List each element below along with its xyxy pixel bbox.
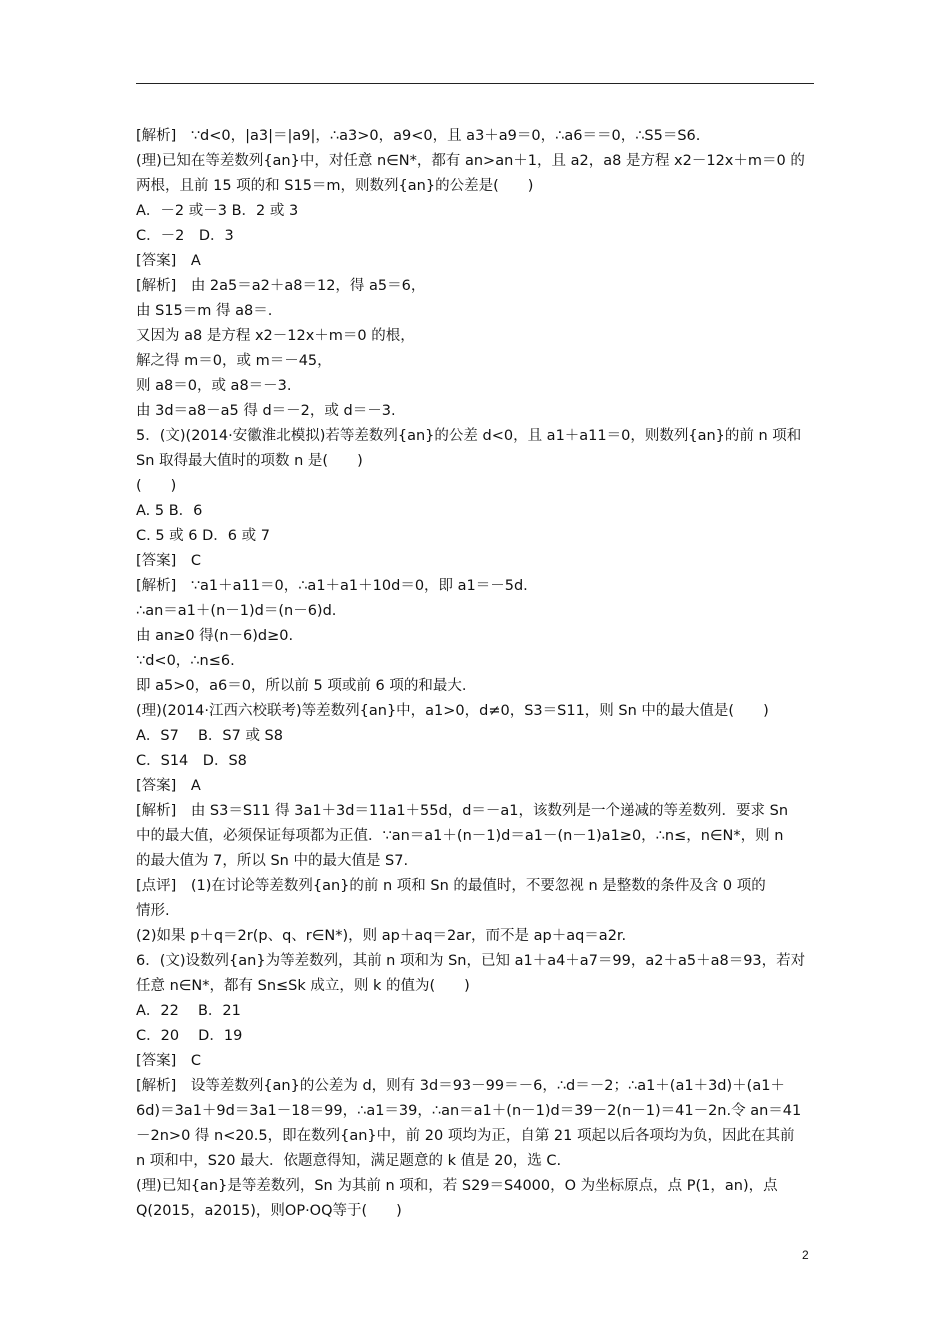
text-line: [答案] C <box>136 1053 201 1069</box>
text-line: A. 5 B．6 <box>136 503 203 519</box>
text-line: Sn 取得最大值时的项数 n 是( ) <box>136 453 363 469</box>
text-line: 5．(文)(2014·安徽淮北模拟)若等差数列{an}的公差 d<0，且 a1＋a11＝0，则数列{an}的前 n 项和 <box>136 428 802 444</box>
text-line: 由 3d＝a8－a5 得 d＝－2，或 d＝－3. <box>136 403 396 419</box>
text-line: [解析] 由 S3＝S11 得 3a1＋3d＝11a1＋55d，d＝－a1，该数列是一个递减的等差数列．要求 Sn <box>136 803 789 819</box>
text-line: (理)已知{an}是等差数列，Sn 为其前 n 项和，若 S29＝S4000，O 为坐标原点，点 P(1，an)，点 <box>136 1178 778 1194</box>
text-line: 由 S15＝m 得 a8＝. <box>136 303 273 319</box>
text-line: 两根，且前 15 项的和 S15＝m，则数列{an}的公差是( ) <box>136 178 534 194</box>
text-line: ∵d<0，∴n≤6. <box>136 653 235 669</box>
text-line: A．－2 或－3 B．2 或 3 <box>136 203 299 219</box>
document-body <box>136 124 816 1224</box>
text-line: C．S14 D．S8 <box>136 753 247 769</box>
text-line: [答案] C <box>136 553 201 569</box>
text-line: C. 5 或 6 D．6 或 7 <box>136 528 270 544</box>
text-line: (2)如果 p＋q＝2r(p、q、r∈N*)，则 ap＋aq＝2ar，而不是 ap＋aq＝a2r. <box>136 928 627 944</box>
text-line: 的最大值为 7，所以 Sn 中的最大值是 S7. <box>136 853 409 869</box>
text-line: [解析] ∵d<0，|a3|＝|a9|，∴a3>0，a9<0，且 a3＋a9＝0，∴a6＝＝0，∴S5＝S6. <box>136 128 701 144</box>
text-line: (理)(2014·江西六校联考)等差数列{an}中，a1>0，d≠0，S3＝S11，则 Sn 中的最大值是( ) <box>136 703 769 719</box>
text-line: C．－2 D．3 <box>136 228 234 244</box>
text-line: (理)已知在等差数列{an}中，对任意 n∈N*，都有 an>an＋1，且 a2，a8 是方程 x2－12x＋m＝0 的 <box>136 153 805 169</box>
text-line: 任意 n∈N*，都有 Sn≤Sk 成立，则 k 的值为( ) <box>136 978 470 994</box>
text-line: 中的最大值，必须保证每项都为正值．∵an＝a1＋(n－1)d＝a1－(n－1)a1≥0，∴n≤，n∈N*，则 n <box>136 828 784 844</box>
text-line: Q(2015，a2015)，则OP·OQ等于( ) <box>136 1203 402 1219</box>
text-line: 6．(文)设数列{an}为等差数列，其前 n 项和为 Sn，已知 a1＋a4＋a7＝99，a2＋a5＋a8＝93，若对 <box>136 953 806 969</box>
text-line: [答案] A <box>136 253 201 269</box>
page-number: 2 <box>802 1248 809 1262</box>
text-line: 由 an≥0 得(n－6)d≥0. <box>136 628 294 644</box>
text-line: [解析] 设等差数列{an}的公差为 d，则有 3d＝93－99＝－6，∴d＝－2；∴a1＋(a1＋3d)＋(a1＋ <box>136 1078 785 1094</box>
text-line: C．20 D．19 <box>136 1028 243 1044</box>
text-line: 则 a8＝0，或 a8＝－3. <box>136 378 292 394</box>
text-line: [解析] ∵a1＋a11＝0，∴a1＋a1＋10d＝0，即 a1＝－5d. <box>136 578 528 594</box>
text-line: 即 a5>0，a6＝0，所以前 5 项或前 6 项的和最大. <box>136 678 467 694</box>
text-line: －2n>0 得 n<20.5，即在数列{an}中，前 20 项均为正，自第 21 项起以后各项均为负，因此在其前 <box>136 1128 795 1144</box>
text-line: 情形. <box>136 903 170 919</box>
text-line: 又因为 a8 是方程 x2－12x＋m＝0 的根， <box>136 328 415 344</box>
header-rule <box>136 83 814 84</box>
text-line: 6d)＝3a1＋9d＝3a1－18＝99，∴a1＝39，∴an＝a1＋(n－1)d＝39－2(n－1)＝41－2n.令 an＝41 <box>136 1103 802 1119</box>
text-line: [点评] (1)在讨论等差数列{an}的前 n 项和 Sn 的最值时，不要忽视 n 是整数的条件及含 0 项的 <box>136 878 766 894</box>
text-line: A．22 B．21 <box>136 1003 241 1019</box>
text-line: [解析] 由 2a5＝a2＋a8＝12，得 a5＝6， <box>136 278 426 294</box>
text-line: A．S7 B．S7 或 S8 <box>136 728 283 744</box>
text-line: ∴an＝a1＋(n－1)d＝(n－6)d. <box>136 603 337 619</box>
text-line: ( ) <box>136 478 177 494</box>
text-line: 解之得 m＝0，或 m＝－45， <box>136 353 332 369</box>
text-line: [答案] A <box>136 778 201 794</box>
text-line: n 项和中，S20 最大．依题意得知，满足题意的 k 值是 20，选 C. <box>136 1153 562 1169</box>
